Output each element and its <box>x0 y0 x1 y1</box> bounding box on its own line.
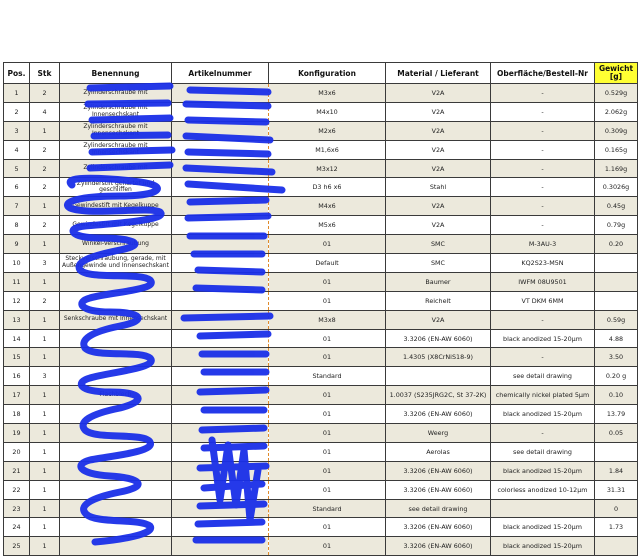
cell-surface: - <box>491 216 595 235</box>
cell-material: V2A <box>386 197 491 216</box>
cell-name <box>60 348 172 367</box>
cell-article <box>172 216 269 235</box>
cell-name <box>60 480 172 499</box>
cell-name: Zylinderstift gehärtet und geschliffen <box>60 178 172 197</box>
cell-material: Stahl <box>386 178 491 197</box>
cell-weight: 1.84 <box>595 461 638 480</box>
cell-article <box>172 84 269 103</box>
cell-material: 3.3206 (EN-AW 6060) <box>386 518 491 537</box>
cell-name: Gewindestift mit Kegelkuppe <box>60 216 172 235</box>
cell-weight: 0.529g <box>595 84 638 103</box>
cell-config: M3x12 <box>269 159 386 178</box>
table-row <box>4 102 638 121</box>
cell-config: 01 <box>269 291 386 310</box>
cell-pos: 4 <box>4 140 30 159</box>
cell-pos: 18 <box>4 405 30 424</box>
cell-surface: black anodized 15-20µm <box>491 518 595 537</box>
parts-list-sheet <box>3 62 638 556</box>
cell-article <box>172 405 269 424</box>
cell-material: SMC <box>386 254 491 273</box>
cell-weight: 13.79 <box>595 405 638 424</box>
cell-weight: 4.88 <box>595 329 638 348</box>
cell-article <box>172 461 269 480</box>
cell-qty: 2 <box>30 159 60 178</box>
cell-surface: black anodized 15-20µm <box>491 329 595 348</box>
cell-material: V2A <box>386 310 491 329</box>
cell-pos: 11 <box>4 272 30 291</box>
cell-article <box>172 235 269 254</box>
cell-material: see detail drawing <box>386 499 491 518</box>
cell-qty: 3 <box>30 367 60 386</box>
cell-weight: 0.20 <box>595 235 638 254</box>
cell-name <box>60 367 172 386</box>
cell-pos: 10 <box>4 254 30 273</box>
cell-pos: 13 <box>4 310 30 329</box>
cell-name: Zylinderschraube mit Innensechskant <box>60 140 172 159</box>
cell-material <box>386 367 491 386</box>
cell-config: D3 h6 x6 <box>269 178 386 197</box>
cell-name: Zylinderschraube mit Innensechskant <box>60 102 172 121</box>
table-row <box>4 159 638 178</box>
cell-material: Weerg <box>386 424 491 443</box>
table-row <box>4 121 638 140</box>
cell-config: 01 <box>269 442 386 461</box>
cell-qty: 1 <box>30 461 60 480</box>
table-row <box>4 329 638 348</box>
cell-article <box>172 140 269 159</box>
cell-surface: - <box>491 140 595 159</box>
cell-article <box>172 386 269 405</box>
cell-qty: 1 <box>30 386 60 405</box>
cell-material: 3.3206 (EN-AW 6060) <box>386 405 491 424</box>
cell-article <box>172 291 269 310</box>
cell-surface: - <box>491 84 595 103</box>
cell-weight: 0.79g <box>595 216 638 235</box>
cell-surface: - <box>491 159 595 178</box>
cell-pos: 19 <box>4 424 30 443</box>
table-row <box>4 178 638 197</box>
cell-config: 01 <box>269 386 386 405</box>
cell-pos: 20 <box>4 442 30 461</box>
cell-article <box>172 424 269 443</box>
cell-article <box>172 102 269 121</box>
cell-config: 01 <box>269 480 386 499</box>
cell-pos: 3 <box>4 121 30 140</box>
cell-article <box>172 442 269 461</box>
cell-surface: - <box>491 424 595 443</box>
cell-pos: 7 <box>4 197 30 216</box>
cell-qty: 1 <box>30 121 60 140</box>
cell-name <box>60 329 172 348</box>
cell-pos: 23 <box>4 499 30 518</box>
cell-material: 1.4305 (X8CrNiS18-9) <box>386 348 491 367</box>
table-row <box>4 480 638 499</box>
cell-surface: M-3AU-3 <box>491 235 595 254</box>
cell-surface: - <box>491 310 595 329</box>
cell-article <box>172 329 269 348</box>
cell-surface: KQ2S23-M5N <box>491 254 595 273</box>
cell-pos: 2 <box>4 102 30 121</box>
cell-qty: 2 <box>30 291 60 310</box>
cell-article <box>172 272 269 291</box>
cell-weight: 0.05 <box>595 424 638 443</box>
cell-pos: 12 <box>4 291 30 310</box>
table-row <box>4 424 638 443</box>
cell-config: 01 <box>269 424 386 443</box>
table-row <box>4 461 638 480</box>
cell-weight <box>595 291 638 310</box>
cell-name: Zylinderschraube mit <box>60 159 172 178</box>
cell-config: 01 <box>269 235 386 254</box>
cell-config: 01 <box>269 329 386 348</box>
cell-name <box>60 518 172 537</box>
cell-qty: 1 <box>30 499 60 518</box>
table-row <box>4 348 638 367</box>
cell-qty: 2 <box>30 84 60 103</box>
cell-material: 3.3206 (EN-AW 6060) <box>386 461 491 480</box>
cell-article <box>172 121 269 140</box>
cell-name <box>60 291 172 310</box>
cell-pos: 14 <box>4 329 30 348</box>
cell-qty: 3 <box>30 254 60 273</box>
cell-weight: 31.31 <box>595 480 638 499</box>
cell-name: Zylinderschraube mit <box>60 84 172 103</box>
cell-pos: 8 <box>4 216 30 235</box>
cell-material: V2A <box>386 159 491 178</box>
cell-surface: VT DKM 6MM <box>491 291 595 310</box>
cell-article <box>172 178 269 197</box>
cell-material: V2A <box>386 102 491 121</box>
cell-surface: black anodized 15-20µm <box>491 461 595 480</box>
cell-article <box>172 518 269 537</box>
cell-config: M4x6 <box>269 197 386 216</box>
cell-pos: 25 <box>4 537 30 556</box>
cell-article <box>172 499 269 518</box>
cell-name <box>60 405 172 424</box>
cell-name <box>60 424 172 443</box>
cell-config: M3x8 <box>269 310 386 329</box>
cell-weight: 0.3026g <box>595 178 638 197</box>
cell-qty: 1 <box>30 518 60 537</box>
table-header-row <box>4 63 638 84</box>
cell-qty: 2 <box>30 216 60 235</box>
table-row <box>4 367 638 386</box>
cell-config: Standard <box>269 367 386 386</box>
cell-weight: 0.20 g <box>595 367 638 386</box>
cell-weight: 0.10 <box>595 386 638 405</box>
cell-material: Aerolas <box>386 442 491 461</box>
col-header-pos: Pos. <box>4 63 30 84</box>
cell-surface: - <box>491 178 595 197</box>
cell-config: 01 <box>269 272 386 291</box>
cell-name <box>60 272 172 291</box>
table-row <box>4 272 638 291</box>
cell-name: Winkel-Verschraubung <box>60 235 172 254</box>
cell-pos: 24 <box>4 518 30 537</box>
cell-qty: 1 <box>30 424 60 443</box>
cell-article <box>172 197 269 216</box>
cell-name <box>60 442 172 461</box>
cell-weight <box>595 254 638 273</box>
table-row <box>4 386 638 405</box>
table-row <box>4 405 638 424</box>
cell-pos: 15 <box>4 348 30 367</box>
cell-material: SMC <box>386 235 491 254</box>
table-row <box>4 84 638 103</box>
cell-surface: colorless anodized 10-12µm <box>491 480 595 499</box>
table-row <box>4 197 638 216</box>
cell-name: Senkschraube mit Innensechskant <box>60 310 172 329</box>
cell-name: Steckverschraubung, gerade, mit Außengewinde und Innensechskant <box>60 254 172 273</box>
cell-surface <box>491 499 595 518</box>
cell-name: Gewindestift mit Kegelkuppe <box>60 197 172 216</box>
cell-surface: IWFM 08U9501 <box>491 272 595 291</box>
cell-name: Zylinderschraube mit Innensechskant <box>60 121 172 140</box>
cell-weight: 1.169g <box>595 159 638 178</box>
cell-qty: 1 <box>30 537 60 556</box>
cell-weight: 0.59g <box>595 310 638 329</box>
cell-material: 3.3206 (EN-AW 6060) <box>386 537 491 556</box>
col-header-qty: Stk <box>30 63 60 84</box>
cell-qty: 2 <box>30 178 60 197</box>
cell-weight: 0.45g <box>595 197 638 216</box>
cell-qty: 1 <box>30 310 60 329</box>
cell-material: Baumer <box>386 272 491 291</box>
cell-pos: 21 <box>4 461 30 480</box>
cell-pos: 22 <box>4 480 30 499</box>
cell-config: M5x6 <box>269 216 386 235</box>
cell-config: Default <box>269 254 386 273</box>
table-row <box>4 310 638 329</box>
cell-config: M3x6 <box>269 84 386 103</box>
cell-material: V2A <box>386 84 491 103</box>
cell-surface: - <box>491 197 595 216</box>
cell-pos: 6 <box>4 178 30 197</box>
cell-weight <box>595 442 638 461</box>
cell-surface: black anodized 15-20µm <box>491 537 595 556</box>
cell-name <box>60 461 172 480</box>
cell-config: M1,6x6 <box>269 140 386 159</box>
col-header-name: Benennung <box>60 63 172 84</box>
cell-config: 01 <box>269 348 386 367</box>
cell-material: Reichelt <box>386 291 491 310</box>
cell-pos: 16 <box>4 367 30 386</box>
cell-qty: 1 <box>30 405 60 424</box>
cell-name <box>60 499 172 518</box>
table-row <box>4 235 638 254</box>
cell-surface: - <box>491 121 595 140</box>
table-row <box>4 140 638 159</box>
col-header-configuration: Konfiguration <box>269 63 386 84</box>
cell-surface: chemically nickel plated 5µm <box>491 386 595 405</box>
cell-surface: black anodized 15-20µm <box>491 405 595 424</box>
cell-material: V2A <box>386 140 491 159</box>
cell-weight: 3.50 <box>595 348 638 367</box>
cell-config: 01 <box>269 537 386 556</box>
cell-qty: 2 <box>30 140 60 159</box>
table-row <box>4 518 638 537</box>
cell-config: 01 <box>269 518 386 537</box>
cell-surface: - <box>491 348 595 367</box>
col-header-material: Material / Lieferant <box>386 63 491 84</box>
cell-qty: 1 <box>30 235 60 254</box>
parts-list-table <box>3 62 638 556</box>
cell-qty: 1 <box>30 442 60 461</box>
cell-material: 3.3206 (EN-AW 6060) <box>386 480 491 499</box>
cell-pos: 1 <box>4 84 30 103</box>
col-header-surface: Oberfläche/Bestell-Nr <box>491 63 595 84</box>
cell-article <box>172 310 269 329</box>
cell-config: M4x10 <box>269 102 386 121</box>
cell-material: 3.3206 (EN-AW 6060) <box>386 329 491 348</box>
cell-config: 01 <box>269 405 386 424</box>
cell-surface: see detail drawing <box>491 367 595 386</box>
table-row <box>4 442 638 461</box>
cell-weight: 1.73 <box>595 518 638 537</box>
cell-article <box>172 348 269 367</box>
cell-weight: 0 <box>595 499 638 518</box>
cell-material: 1.0037 (S235JRG2C, St 37-2K) <box>386 386 491 405</box>
cell-config: 01 <box>269 461 386 480</box>
cell-pos: 9 <box>4 235 30 254</box>
cell-qty: 1 <box>30 480 60 499</box>
cell-qty: 1 <box>30 272 60 291</box>
col-header-weight: Gewicht [g] <box>595 63 638 84</box>
cell-pos: 17 <box>4 386 30 405</box>
cell-qty: 1 <box>30 348 60 367</box>
cell-weight <box>595 272 638 291</box>
cell-article <box>172 159 269 178</box>
cell-article <box>172 254 269 273</box>
cell-material: V2A <box>386 121 491 140</box>
cell-surface: see detail drawing <box>491 442 595 461</box>
cell-name: Flachblech <box>60 386 172 405</box>
cell-article <box>172 480 269 499</box>
cell-weight: 2.062g <box>595 102 638 121</box>
cell-config: Standard <box>269 499 386 518</box>
cell-pos: 5 <box>4 159 30 178</box>
cell-config: M2x6 <box>269 121 386 140</box>
table-row <box>4 254 638 273</box>
cell-qty: 4 <box>30 102 60 121</box>
table-row <box>4 499 638 518</box>
table-row <box>4 216 638 235</box>
cell-weight: 0.309g <box>595 121 638 140</box>
cell-surface: - <box>491 102 595 121</box>
cell-article <box>172 367 269 386</box>
col-header-article-number: Artikelnummer <box>172 63 269 84</box>
table-row <box>4 291 638 310</box>
cell-material: V2A <box>386 216 491 235</box>
cell-qty: 1 <box>30 329 60 348</box>
cell-weight: 0.165g <box>595 140 638 159</box>
cell-qty: 1 <box>30 197 60 216</box>
